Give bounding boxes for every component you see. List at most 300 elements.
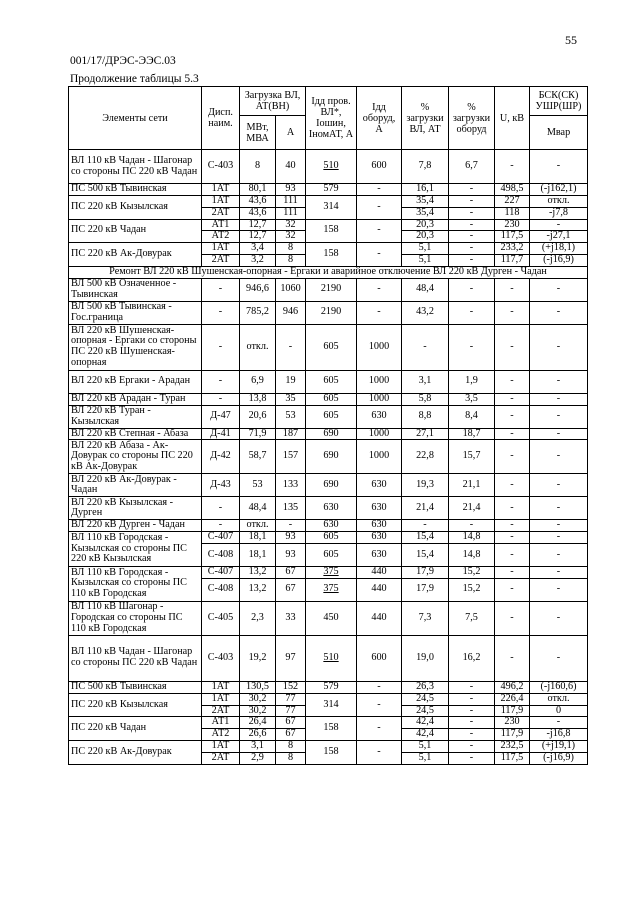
cell-load-a: 8: [276, 740, 306, 752]
cell-element: ВЛ 500 кВ Означенное - Тывинская: [69, 278, 202, 301]
cell-pct-obor: -: [449, 752, 495, 764]
cell-disp: С-403: [202, 150, 240, 184]
cell-load-a: 187: [276, 428, 306, 440]
cell-pct-vl: 8,8: [402, 405, 449, 428]
cell-disp: 1АТ: [202, 184, 240, 196]
cell-u-kv: 233,2: [495, 243, 530, 255]
header-pct-vl: % загрузки ВЛ, АТ: [402, 87, 449, 150]
cell-disp: -: [202, 370, 240, 393]
cell-load-mw: 3,2: [240, 254, 276, 266]
cell-load-a: 93: [276, 184, 306, 196]
cell-u-kv: 230: [495, 219, 530, 231]
table-row: [69, 301, 588, 324]
cell-disp: Д-43: [202, 474, 240, 497]
cell-load-a: 67: [276, 566, 306, 578]
cell-pct-obor: -: [449, 740, 495, 752]
section-title: Ремонт ВЛ 220 кВ Шушенская-опорная - Ергаки и аварийное отключение ВЛ 220 кВ Дурген - Чадан: [69, 266, 588, 278]
cell-disp: 2АТ: [202, 705, 240, 717]
cell-idd-obor: 630: [357, 405, 402, 428]
cell-bsk-mvar: (+j18,1): [530, 243, 588, 255]
network-load-table: [68, 86, 588, 765]
cell-bsk-mvar: -: [530, 497, 588, 520]
header-idd-prov: Iдд пров. ВЛ*, Iошин, IномАТ, А: [306, 87, 357, 150]
cell-bsk-mvar: откл.: [530, 693, 588, 705]
cell-u-kv: -: [495, 428, 530, 440]
cell-pct-vl: 42,4: [402, 717, 449, 729]
cell-pct-vl: 16,1: [402, 184, 449, 196]
cell-bsk-mvar: -j27,1: [530, 231, 588, 243]
cell-load-mw: 43,6: [240, 196, 276, 208]
cell-load-mw: 785,2: [240, 301, 276, 324]
cell-load-mw: 58,7: [240, 440, 276, 474]
header-load: Загрузка ВЛ, АТ(ВН): [240, 87, 306, 116]
cell-pct-vl: 17,9: [402, 566, 449, 578]
table-row: [69, 428, 588, 440]
cell-pct-obor: -: [449, 301, 495, 324]
cell-element: ПС 220 кВ Чадан: [69, 717, 202, 741]
cell-disp: 2АТ: [202, 752, 240, 764]
cell-element: ВЛ 220 кВ Дурген - Чадан: [69, 520, 202, 532]
cell-u-kv: 118: [495, 207, 530, 219]
cell-pct-vl: 42,4: [402, 729, 449, 741]
cell-pct-vl: 43,2: [402, 301, 449, 324]
cell-bsk-mvar: 0: [530, 705, 588, 717]
cell-idd-prov: 630: [306, 520, 357, 532]
cell-u-kv: -: [495, 474, 530, 497]
cell-element: ВЛ 220 кВ Кызылская - Дурген: [69, 497, 202, 520]
cell-u-kv: -: [495, 566, 530, 578]
cell-pct-obor: -: [449, 705, 495, 717]
cell-pct-obor: -: [449, 681, 495, 693]
cell-pct-vl: 3,1: [402, 370, 449, 393]
cell-disp: С-405: [202, 601, 240, 635]
cell-pct-obor: -: [449, 243, 495, 255]
cell-load-mw: 53: [240, 474, 276, 497]
cell-bsk-mvar: -: [530, 150, 588, 184]
cell-load-mw: 18,1: [240, 543, 276, 566]
cell-idd-obor: 1000: [357, 393, 402, 405]
cell-element: ВЛ 220 кВ Абаза - Ак-Довурак со стороны ПС 220 кВ Ак-Довурак: [69, 440, 202, 474]
cell-load-a: 32: [276, 231, 306, 243]
cell-idd-obor: -: [357, 219, 402, 243]
cell-load-a: 77: [276, 693, 306, 705]
cell-bsk-mvar: -: [530, 566, 588, 578]
cell-bsk-mvar: -: [530, 474, 588, 497]
cell-load-mw: 18,1: [240, 532, 276, 544]
cell-load-mw: 48,4: [240, 497, 276, 520]
cell-u-kv: 226,4: [495, 693, 530, 705]
cell-u-kv: -: [495, 520, 530, 532]
cell-idd-prov: 630: [306, 497, 357, 520]
cell-load-a: 93: [276, 532, 306, 544]
cell-idd-obor: 440: [357, 601, 402, 635]
cell-u-kv: -: [495, 578, 530, 601]
section-title-row: [69, 266, 588, 278]
cell-idd-obor: 630: [357, 520, 402, 532]
cell-bsk-mvar: -: [530, 532, 588, 544]
cell-disp: С-407: [202, 532, 240, 544]
cell-pct-vl: 15,4: [402, 543, 449, 566]
table-row: [69, 278, 588, 301]
cell-disp: -: [202, 497, 240, 520]
page-number: 55: [565, 33, 577, 47]
cell-pct-obor: 8,4: [449, 405, 495, 428]
cell-idd-prov: 605: [306, 532, 357, 544]
cell-pct-obor: 16,2: [449, 635, 495, 681]
cell-load-a: 946: [276, 301, 306, 324]
cell-pct-obor: 6,7: [449, 150, 495, 184]
cell-disp: 1АТ: [202, 693, 240, 705]
cell-bsk-mvar: -: [530, 370, 588, 393]
header-idd-obor: Iдд оборуд, А: [357, 87, 402, 150]
cell-u-kv: -: [495, 497, 530, 520]
cell-load-a: 19: [276, 370, 306, 393]
cell-pct-vl: 22,8: [402, 440, 449, 474]
table-row: [69, 681, 588, 693]
cell-pct-obor: 14,8: [449, 543, 495, 566]
cell-bsk-mvar: -: [530, 301, 588, 324]
cell-bsk-mvar: (+j19,1): [530, 740, 588, 752]
cell-load-a: 8: [276, 254, 306, 266]
cell-pct-obor: -: [449, 324, 495, 370]
cell-disp: 1АТ: [202, 740, 240, 752]
cell-idd-prov: 605: [306, 370, 357, 393]
header-disp: Дисп. наим.: [202, 87, 240, 150]
cell-load-a: 111: [276, 207, 306, 219]
cell-pct-vl: 5,1: [402, 254, 449, 266]
cell-disp: -: [202, 301, 240, 324]
cell-u-kv: 227: [495, 196, 530, 208]
cell-idd-prov: 605: [306, 324, 357, 370]
cell-load-a: 53: [276, 405, 306, 428]
cell-bsk-mvar: -: [530, 428, 588, 440]
cell-load-mw: 13,8: [240, 393, 276, 405]
cell-idd-prov: 314: [306, 693, 357, 717]
cell-load-a: 40: [276, 150, 306, 184]
cell-pct-obor: 18,7: [449, 428, 495, 440]
cell-load-a: 111: [276, 196, 306, 208]
cell-pct-obor: -: [449, 184, 495, 196]
cell-bsk-mvar: (-j16,9): [530, 752, 588, 764]
cell-idd-obor: -: [357, 717, 402, 741]
cell-idd-prov: 375: [306, 566, 357, 578]
cell-element: ВЛ 220 кВ Ергаки - Арадан: [69, 370, 202, 393]
cell-pct-vl: -: [402, 324, 449, 370]
cell-element: ВЛ 110 кВ Городская - Кызылская со стороны ПС 220 кВ Кызылская: [69, 532, 202, 567]
cell-disp: 2АТ: [202, 254, 240, 266]
cell-disp: АТ2: [202, 231, 240, 243]
cell-load-mw: 12,7: [240, 219, 276, 231]
cell-u-kv: 117,5: [495, 752, 530, 764]
cell-load-mw: 30,2: [240, 705, 276, 717]
cell-element: ВЛ 500 кВ Тывинская - Гос.граница: [69, 301, 202, 324]
cell-pct-vl: 35,4: [402, 207, 449, 219]
table-caption: Продолжение таблицы 5.3: [70, 73, 199, 85]
cell-load-a: 157: [276, 440, 306, 474]
cell-disp: АТ2: [202, 729, 240, 741]
cell-idd-prov: 2190: [306, 301, 357, 324]
cell-element: ВЛ 220 кВ Ак-Довурак - Чадан: [69, 474, 202, 497]
table-row: [69, 324, 588, 370]
cell-pct-vl: -: [402, 520, 449, 532]
cell-idd-obor: -: [357, 301, 402, 324]
cell-idd-obor: -: [357, 278, 402, 301]
cell-idd-prov: 158: [306, 717, 357, 741]
cell-pct-vl: 17,9: [402, 578, 449, 601]
cell-idd-obor: 1000: [357, 370, 402, 393]
cell-load-mw: 946,6: [240, 278, 276, 301]
cell-element: ВЛ 220 кВ Туран - Кызылская: [69, 405, 202, 428]
cell-pct-vl: 5,1: [402, 740, 449, 752]
cell-pct-obor: 21,4: [449, 497, 495, 520]
cell-idd-prov: 690: [306, 428, 357, 440]
cell-load-mw: 2,3: [240, 601, 276, 635]
table-row: [69, 566, 588, 578]
cell-u-kv: -: [495, 405, 530, 428]
cell-idd-obor: -: [357, 740, 402, 764]
cell-pct-vl: 5,1: [402, 752, 449, 764]
cell-load-a: 1060: [276, 278, 306, 301]
cell-load-mw: 3,4: [240, 243, 276, 255]
cell-load-a: 93: [276, 543, 306, 566]
table-row: [69, 405, 588, 428]
table-row: [69, 635, 588, 681]
cell-pct-vl: 20,3: [402, 231, 449, 243]
cell-load-a: 97: [276, 635, 306, 681]
cell-bsk-mvar: -: [530, 440, 588, 474]
cell-pct-vl: 20,3: [402, 219, 449, 231]
cell-element: ВЛ 110 кВ Чадан - Шагонар со стороны ПС 220 кВ Чадан: [69, 635, 202, 681]
cell-idd-obor: 630: [357, 543, 402, 566]
document-id: 001/17/ДРЭС-ЭЭС.03: [70, 55, 176, 67]
cell-u-kv: -: [495, 543, 530, 566]
cell-load-mw: 2,9: [240, 752, 276, 764]
cell-pct-vl: 26,3: [402, 681, 449, 693]
cell-u-kv: 117,5: [495, 231, 530, 243]
cell-pct-vl: 24,5: [402, 693, 449, 705]
cell-u-kv: 496,2: [495, 681, 530, 693]
cell-element: ВЛ 110 кВ Шагонар - Городская со стороны ПС 110 кВ Городская: [69, 601, 202, 635]
cell-idd-prov: 2190: [306, 278, 357, 301]
cell-idd-obor: -: [357, 184, 402, 196]
cell-u-kv: -: [495, 635, 530, 681]
cell-bsk-mvar: -: [530, 393, 588, 405]
cell-load-a: 133: [276, 474, 306, 497]
cell-pct-obor: -: [449, 729, 495, 741]
cell-disp: 1АТ: [202, 681, 240, 693]
cell-element: ПС 500 кВ Тывинская: [69, 681, 202, 693]
cell-disp: 1АТ: [202, 196, 240, 208]
cell-u-kv: 117,9: [495, 705, 530, 717]
cell-idd-obor: 1000: [357, 324, 402, 370]
cell-pct-obor: 14,8: [449, 532, 495, 544]
table-row: [69, 196, 588, 208]
cell-bsk-mvar: -: [530, 219, 588, 231]
cell-pct-obor: 7,5: [449, 601, 495, 635]
cell-pct-obor: 21,1: [449, 474, 495, 497]
cell-load-a: 8: [276, 752, 306, 764]
cell-load-a: 77: [276, 705, 306, 717]
cell-pct-obor: -: [449, 254, 495, 266]
table-row: [69, 740, 588, 752]
cell-pct-vl: 5,8: [402, 393, 449, 405]
cell-element: ПС 220 кВ Кызылская: [69, 693, 202, 717]
cell-idd-prov: 579: [306, 681, 357, 693]
cell-bsk-mvar: откл.: [530, 196, 588, 208]
cell-pct-obor: -: [449, 693, 495, 705]
cell-load-mw: 26,6: [240, 729, 276, 741]
cell-element: ПС 500 кВ Тывинская: [69, 184, 202, 196]
cell-idd-obor: 630: [357, 474, 402, 497]
cell-disp: С-408: [202, 578, 240, 601]
table-row: [69, 440, 588, 474]
table-row: [69, 497, 588, 520]
table-row: [69, 370, 588, 393]
header-mvar: Мвар: [530, 116, 588, 150]
cell-pct-vl: 27,1: [402, 428, 449, 440]
cell-u-kv: 232,5: [495, 740, 530, 752]
cell-pct-vl: 48,4: [402, 278, 449, 301]
cell-load-a: 67: [276, 578, 306, 601]
cell-pct-obor: -: [449, 219, 495, 231]
table-row: [69, 532, 588, 544]
cell-pct-vl: 35,4: [402, 196, 449, 208]
cell-disp: С-403: [202, 635, 240, 681]
cell-u-kv: -: [495, 601, 530, 635]
cell-pct-vl: 7,8: [402, 150, 449, 184]
cell-load-mw: 13,2: [240, 578, 276, 601]
cell-load-a: -: [276, 520, 306, 532]
cell-pct-vl: 19,0: [402, 635, 449, 681]
table-row: [69, 474, 588, 497]
cell-element: ВЛ 110 кВ Чадан - Шагонар со стороны ПС 220 кВ Чадан: [69, 150, 202, 184]
cell-disp: АТ1: [202, 219, 240, 231]
cell-load-mw: 71,9: [240, 428, 276, 440]
cell-idd-obor: 440: [357, 566, 402, 578]
cell-u-kv: 230: [495, 717, 530, 729]
cell-idd-obor: 630: [357, 532, 402, 544]
header-mw: МВт, МВА: [240, 116, 276, 150]
cell-idd-prov: 510: [306, 150, 357, 184]
cell-bsk-mvar: -: [530, 324, 588, 370]
cell-load-mw: 80,1: [240, 184, 276, 196]
cell-idd-obor: 600: [357, 150, 402, 184]
cell-bsk-mvar: -: [530, 601, 588, 635]
cell-u-kv: -: [495, 324, 530, 370]
cell-pct-obor: -: [449, 717, 495, 729]
cell-pct-obor: 1,9: [449, 370, 495, 393]
cell-load-a: 152: [276, 681, 306, 693]
table-row: [69, 184, 588, 196]
table-row: [69, 150, 588, 184]
cell-u-kv: 117,9: [495, 729, 530, 741]
table-row: [69, 393, 588, 405]
cell-idd-prov: 158: [306, 740, 357, 764]
cell-load-mw: 130,5: [240, 681, 276, 693]
cell-idd-obor: -: [357, 243, 402, 267]
cell-idd-prov: 510: [306, 635, 357, 681]
header-u: U, кВ: [495, 87, 530, 150]
cell-load-a: -: [276, 324, 306, 370]
cell-disp: Д-42: [202, 440, 240, 474]
cell-idd-prov: 605: [306, 393, 357, 405]
cell-element: ПС 220 кВ Ак-Довурак: [69, 243, 202, 267]
cell-load-mw: 13,2: [240, 566, 276, 578]
cell-load-mw: 26,4: [240, 717, 276, 729]
cell-load-a: 67: [276, 717, 306, 729]
cell-element: ВЛ 220 кВ Шушенская-опорная - Ергаки со стороны ПС 220 кВ Шушенская-опорная: [69, 324, 202, 370]
table-body: [69, 150, 588, 765]
cell-bsk-mvar: (-j162,1): [530, 184, 588, 196]
cell-u-kv: -: [495, 370, 530, 393]
cell-idd-obor: 1000: [357, 440, 402, 474]
cell-pct-vl: 21,4: [402, 497, 449, 520]
table-row: [69, 693, 588, 705]
cell-disp: С-407: [202, 566, 240, 578]
cell-load-mw: 20,6: [240, 405, 276, 428]
cell-bsk-mvar: -: [530, 635, 588, 681]
cell-u-kv: 117,7: [495, 254, 530, 266]
table-row: [69, 601, 588, 635]
cell-load-a: 33: [276, 601, 306, 635]
cell-load-mw: 19,2: [240, 635, 276, 681]
cell-disp: 2АТ: [202, 207, 240, 219]
cell-bsk-mvar: (-j160,6): [530, 681, 588, 693]
cell-element: ПС 220 кВ Ак-Довурак: [69, 740, 202, 764]
cell-pct-vl: 24,5: [402, 705, 449, 717]
cell-bsk-mvar: -: [530, 520, 588, 532]
cell-pct-vl: 19,3: [402, 474, 449, 497]
cell-idd-prov: 605: [306, 405, 357, 428]
cell-element: ВЛ 110 кВ Городская - Кызылская со стороны ПС 110 кВ Городская: [69, 566, 202, 601]
cell-pct-obor: 15,2: [449, 566, 495, 578]
cell-idd-obor: 630: [357, 497, 402, 520]
cell-bsk-mvar: -: [530, 405, 588, 428]
cell-u-kv: -: [495, 532, 530, 544]
cell-bsk-mvar: -: [530, 717, 588, 729]
cell-u-kv: -: [495, 278, 530, 301]
cell-pct-obor: 3,5: [449, 393, 495, 405]
cell-disp: 1АТ: [202, 243, 240, 255]
cell-idd-prov: 158: [306, 243, 357, 267]
cell-bsk-mvar: (-j16,9): [530, 254, 588, 266]
cell-idd-prov: 375: [306, 578, 357, 601]
cell-pct-obor: 15,7: [449, 440, 495, 474]
table-row: [69, 243, 588, 255]
cell-u-kv: -: [495, 393, 530, 405]
cell-pct-obor: -: [449, 196, 495, 208]
cell-idd-prov: 158: [306, 219, 357, 243]
cell-element: ПС 220 кВ Чадан: [69, 219, 202, 243]
cell-pct-vl: 15,4: [402, 532, 449, 544]
cell-pct-obor: -: [449, 520, 495, 532]
cell-load-mw: 12,7: [240, 231, 276, 243]
header-bsk: БСК(СК) УШР(ШР): [530, 87, 588, 116]
table-row: [69, 219, 588, 231]
cell-load-mw: 6,9: [240, 370, 276, 393]
cell-idd-obor: -: [357, 196, 402, 220]
cell-idd-obor: 440: [357, 578, 402, 601]
cell-disp: Д-41: [202, 428, 240, 440]
cell-idd-prov: 690: [306, 440, 357, 474]
cell-idd-obor: 600: [357, 635, 402, 681]
cell-idd-prov: 450: [306, 601, 357, 635]
cell-u-kv: -: [495, 440, 530, 474]
cell-element: ВЛ 220 кВ Степная - Абаза: [69, 428, 202, 440]
cell-u-kv: 498,5: [495, 184, 530, 196]
cell-load-a: 67: [276, 729, 306, 741]
cell-pct-vl: 5,1: [402, 243, 449, 255]
